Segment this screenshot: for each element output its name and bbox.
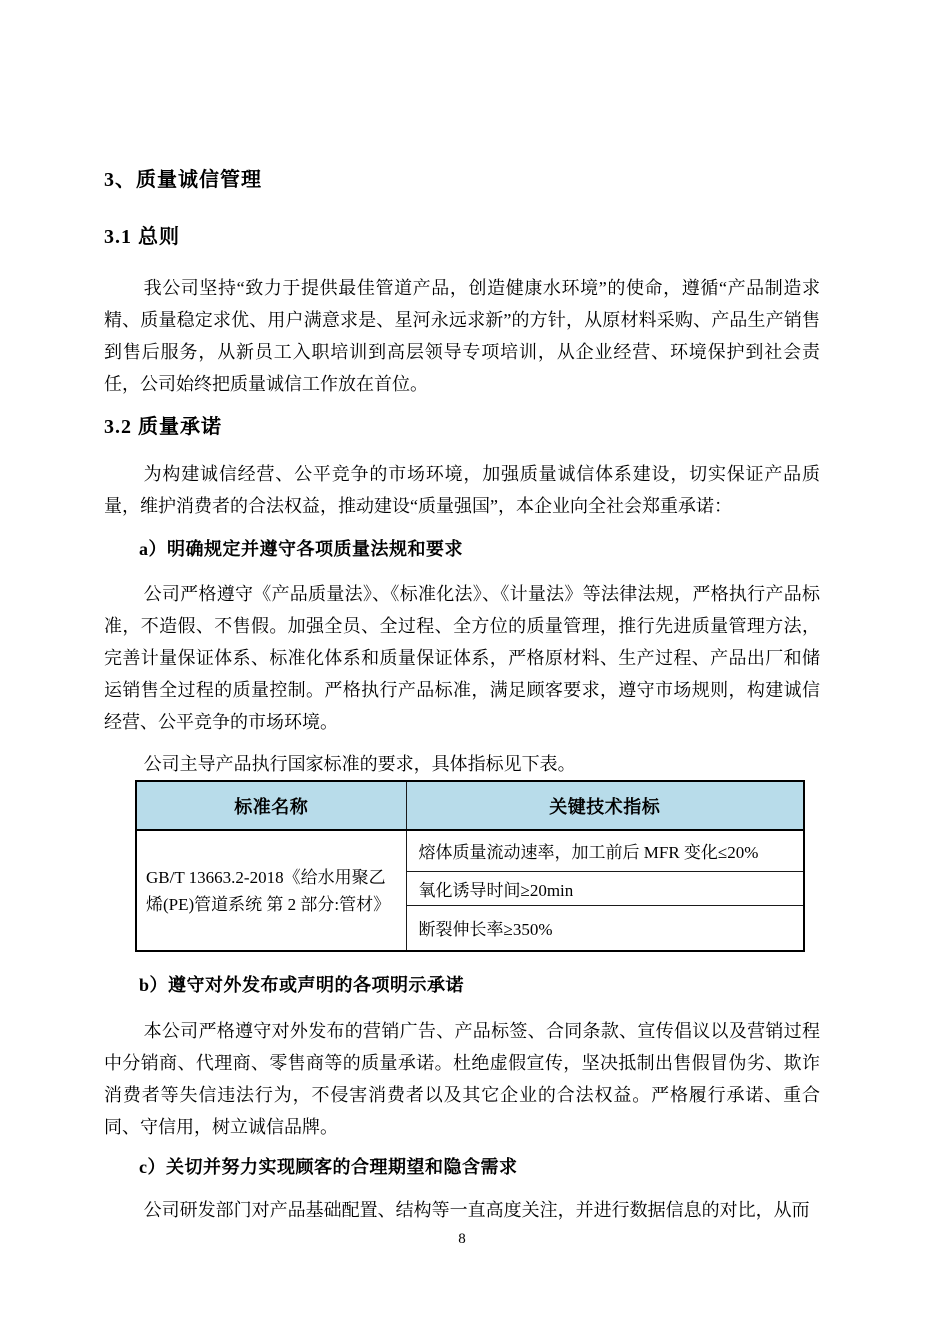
paragraph-quality-commitment-intro: 为构建诚信经营、公平竞争的市场环境，加强质量诚信体系建设，切实保证产品质量，维护消费者的合法权益，推动建设“质量强国”，本企业向全社会郑重承诺： <box>104 464 820 516</box>
item-a-heading: a）明确规定并遵守各项质量法规和要求 <box>139 539 463 559</box>
page-number: 8 <box>458 1231 466 1247</box>
table-header-standard-name: 标准名称 <box>136 781 406 830</box>
paragraph-general-principles: 我公司坚持“致力于提供最佳管道产品，创造健康水环境”的使命，遵循“产品制造求精、质量稳定求优、用户满意求是、星河永远求新”的方针，从原材料采购、产品生产销售到售后服务，从新员工入职培训到高层领导专项培训，从企业经营、环境保护到社会责任，公司始终把质量诚信工作放在首位。 <box>104 278 820 394</box>
chapter-heading: 3、质量诚信管理 <box>104 169 262 191</box>
cell-indicator-elongation: 断裂伸长率≥350% <box>406 905 804 951</box>
item-c-heading: c）关切并努力实现顾客的合理期望和隐含需求 <box>139 1157 518 1177</box>
paragraph-item-a: 公司严格遵守《产品质量法》、《标准化法》、《计量法》等法律法规，严格执行产品标准，不造假、不售假。加强全员、全过程、全方位的质量管理，推行先进质量管理方法，完善计量保证体系、标准化体系和质量保证体系，严格原材料、生产过程、产品出厂和储运销售全过程的质量控制。严格执行产品标准，满足顾客要求，遵守市场规则，构建诚信经营、公平竞争的市场环境。 <box>104 584 820 732</box>
item-b-heading: b）遵守对外发布或声明的各项明示承诺 <box>139 975 465 995</box>
cell-standard-name: GB/T 13663.2-2018《给水用聚乙烯(PE)管道系统 第 2 部分:管材》 <box>136 830 406 951</box>
section-3-2-heading: 3.2 质量承诺 <box>104 416 222 438</box>
paragraph-item-b: 本公司严格遵守对外发布的营销广告、产品标签、合同条款、宣传倡议以及营销过程中分销商、代理商、零售商等的质量承诺。杜绝虚假宣传，坚决抵制出售假冒伪劣、欺诈消费者等失信违法行为，不侵害消费者以及其它企业的合法权益。严格履行承诺、重合同、守信用，树立诚信品牌。 <box>104 1021 820 1137</box>
table-row <box>136 830 804 871</box>
table-header-row <box>136 781 804 830</box>
section-3-1-heading: 3.1 总则 <box>104 226 180 248</box>
standards-table <box>135 780 805 952</box>
cell-indicator-oxidation: 氧化诱导时间≥20min <box>406 871 804 905</box>
cell-indicator-mfr: 熔体质量流动速率，加工前后 MFR 变化≤20% <box>406 830 804 871</box>
table-header-key-indicators: 关键技术指标 <box>406 781 804 830</box>
paragraph-table-intro: 公司主导产品执行国家标准的要求，具体指标见下表。 <box>143 754 576 774</box>
paragraph-item-c: 公司研发部门对产品基础配置、结构等一直高度关注，并进行数据信息的对比，从而 <box>143 1200 810 1220</box>
